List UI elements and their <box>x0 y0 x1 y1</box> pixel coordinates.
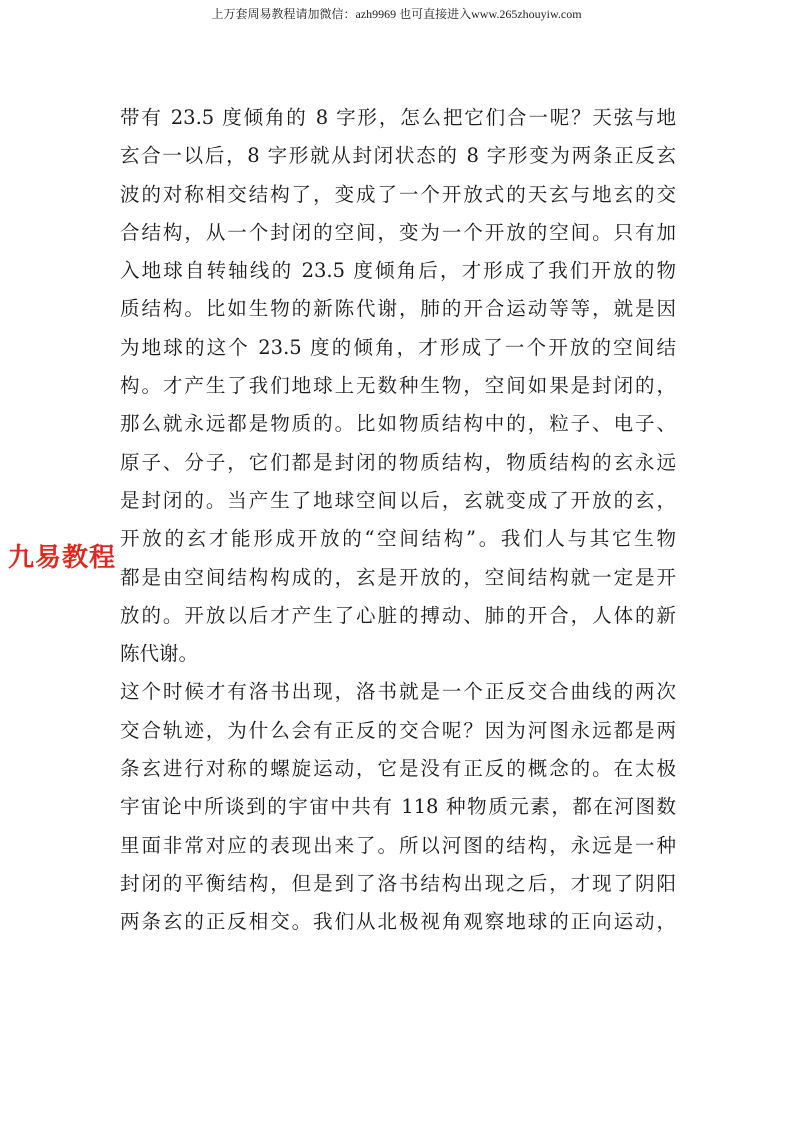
text-line: 两条玄的正反相交。我们从北极视角观察地球的正向运动， <box>120 910 676 934</box>
watermark-logo: 九易教程 <box>8 543 117 573</box>
text-line: 玄合一以后，8 字形就从封闭状态的 8 字形变为两条正反玄 <box>120 144 676 168</box>
document-body <box>120 99 676 942</box>
text-line: 交合轨迹，为什么会有正反的交合呢？因为河图永远都是两 <box>120 718 676 742</box>
paragraph-2 <box>120 673 676 941</box>
paragraph-1 <box>120 99 676 673</box>
text-line: 那么就永远都是物质的。比如物质结构中的，粒子、电子、 <box>120 412 676 436</box>
text-line: 开放的玄才能形成开放的“空间结构”。我们人与其它生物 <box>120 527 676 551</box>
text-line: 宇宙论中所谈到的宇宙中共有 118 种物质元素，都在河图数 <box>120 795 676 819</box>
text-line: 放的。开放以后才产生了心脏的搏动、肺的开合，人体的新 <box>120 603 676 627</box>
text-line: 波的对称相交结构了，变成了一个开放式的天玄与地玄的交 <box>120 182 676 206</box>
text-line: 封闭的平衡结构，但是到了洛书结构出现之后，才现了阴阳 <box>120 871 676 895</box>
text-line: 质结构。比如生物的新陈代谢，肺的开合运动等等，就是因 <box>120 297 676 321</box>
text-line: 条玄进行对称的螺旋运动，它是没有正反的概念的。在太极 <box>120 757 676 781</box>
text-line: 构。才产生了我们地球上无数种生物，空间如果是封闭的， <box>120 374 676 398</box>
text-line: 合结构，从一个封闭的空间，变为一个开放的空间。只有加 <box>120 220 676 244</box>
text-line: 是封闭的。当产生了地球空间以后，玄就变成了开放的玄， <box>120 488 676 512</box>
text-line: 入地球自转轴线的 23.5 度倾角后，才形成了我们开放的物 <box>120 259 676 283</box>
page-header: 上万套周易教程请加微信：azh9969 也可直接进入www.265zhouyiw.com <box>211 7 582 21</box>
text-line: 里面非常对应的表现出来了。所以河图的结构，永远是一种 <box>120 833 676 857</box>
text-line: 陈代谢。 <box>120 642 199 666</box>
text-line: 原子、分子，它们都是封闭的物质结构，物质结构的玄永远 <box>120 450 676 474</box>
text-line: 这个时候才有洛书出现，洛书就是一个正反交合曲线的两次 <box>120 680 676 704</box>
text-line: 带有 23.5 度倾角的 8 字形，怎么把它们合一呢？天弦与地 <box>120 106 676 129</box>
text-line: 为地球的这个 23.5 度的倾角，才形成了一个开放的空间结 <box>120 335 676 359</box>
text-line: 都是由空间结构构成的，玄是开放的，空间结构就一定是开 <box>120 565 676 589</box>
